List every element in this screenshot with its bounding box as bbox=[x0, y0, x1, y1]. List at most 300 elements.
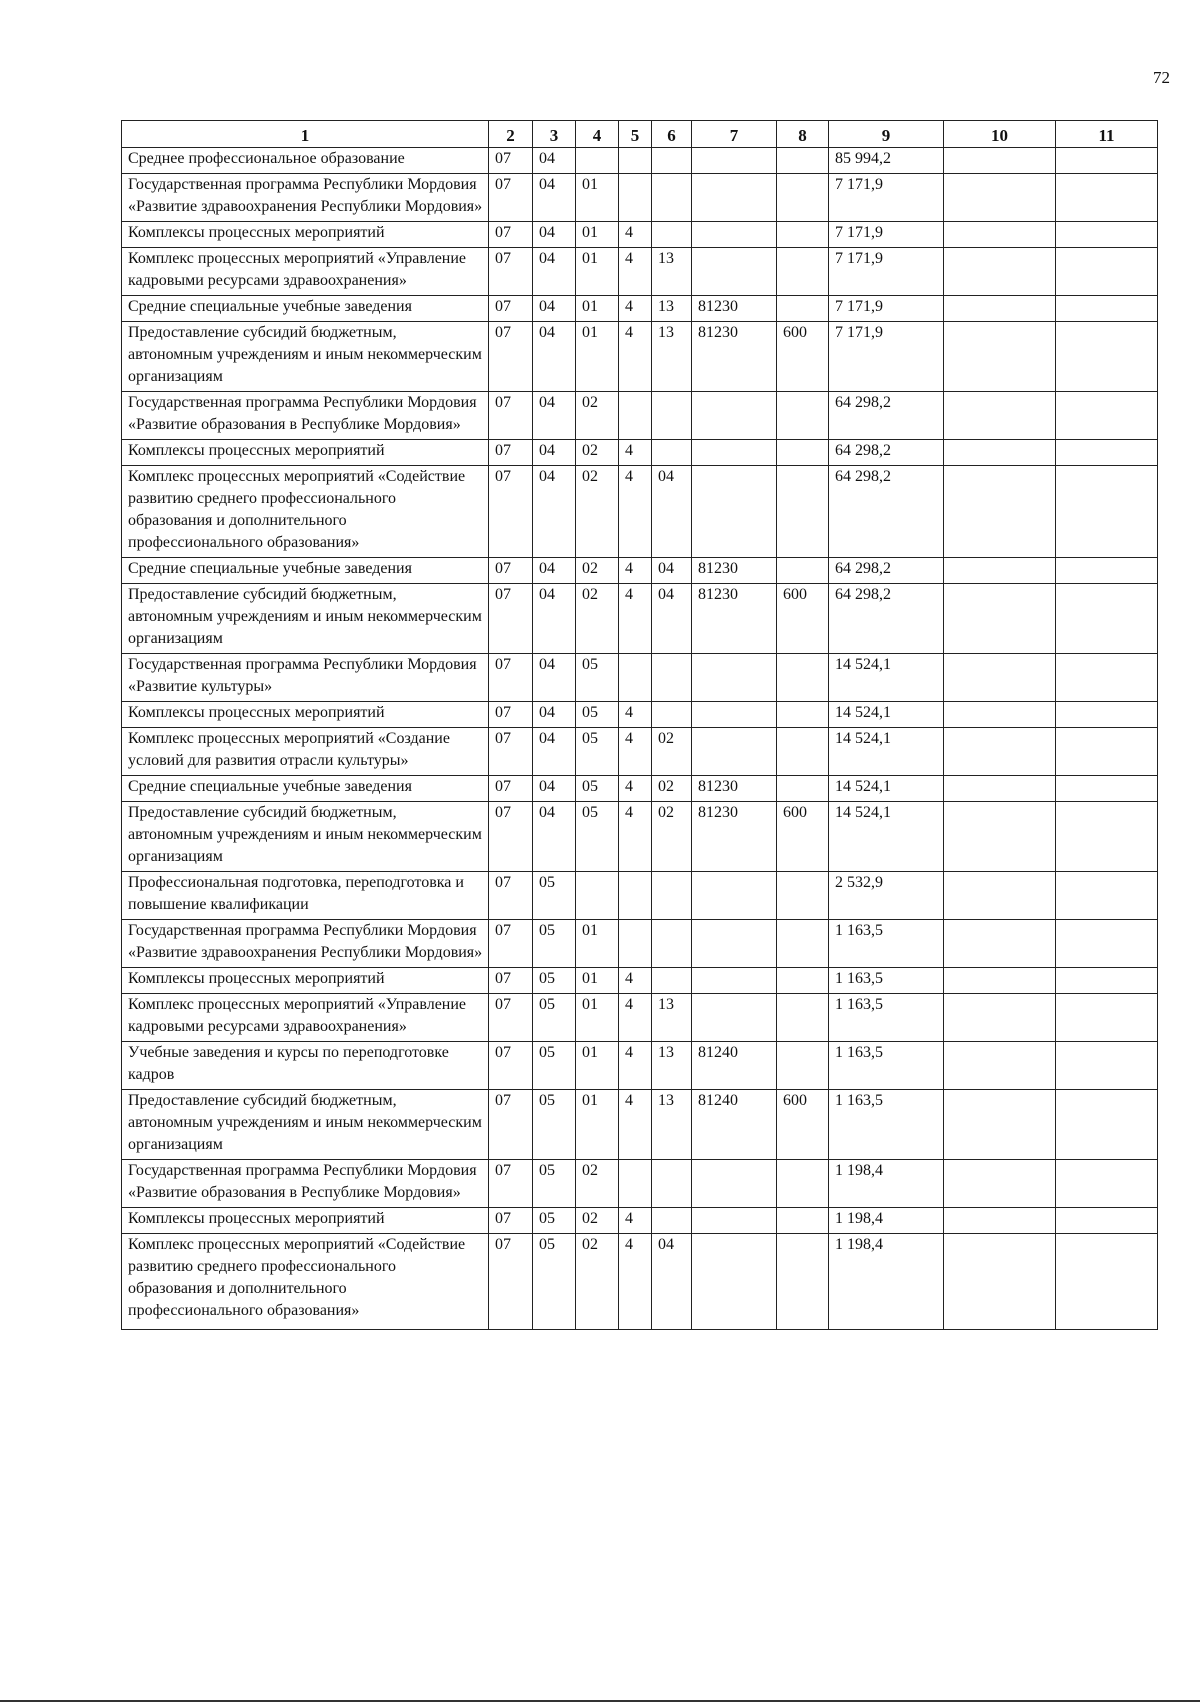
table-row bbox=[122, 1234, 1158, 1330]
column-header: 5 bbox=[619, 121, 652, 148]
table-row bbox=[122, 920, 1158, 968]
cell-col-4: 01 bbox=[576, 222, 619, 248]
cell-row-name: Предоставление субсидий бюджетным, автономным учреждениям и иным некоммерческим организациям bbox=[122, 584, 489, 654]
cell-col-8 bbox=[777, 1234, 829, 1330]
cell-col-3: 05 bbox=[533, 1160, 576, 1208]
cell-col-10 bbox=[944, 174, 1056, 222]
cell-row-name: Комплексы процессных мероприятий bbox=[122, 1208, 489, 1234]
cell-col-4: 02 bbox=[576, 392, 619, 440]
cell-col-7: 81230 bbox=[692, 322, 777, 392]
cell-col-9-amount: 7 171,9 bbox=[829, 174, 944, 222]
cell-col-7 bbox=[692, 148, 777, 174]
cell-col-11 bbox=[1056, 968, 1158, 994]
cell-col-5 bbox=[619, 920, 652, 968]
cell-row-name: Средние специальные учебные заведения bbox=[122, 296, 489, 322]
cell-col-8: 600 bbox=[777, 584, 829, 654]
cell-col-4: 02 bbox=[576, 558, 619, 584]
cell-col-9-amount: 1 198,4 bbox=[829, 1160, 944, 1208]
cell-col-7 bbox=[692, 702, 777, 728]
cell-col-4: 01 bbox=[576, 296, 619, 322]
cell-col-5: 4 bbox=[619, 558, 652, 584]
cell-col-7 bbox=[692, 994, 777, 1042]
table-row bbox=[122, 392, 1158, 440]
cell-row-name: Предоставление субсидий бюджетным, автономным учреждениям и иным некоммерческим организациям bbox=[122, 322, 489, 392]
cell-col-10 bbox=[944, 1090, 1056, 1160]
cell-col-3: 05 bbox=[533, 872, 576, 920]
cell-col-11 bbox=[1056, 802, 1158, 872]
cell-col-3: 04 bbox=[533, 558, 576, 584]
cell-row-name: Профессиональная подготовка, переподготовка и повышение квалификации bbox=[122, 872, 489, 920]
cell-col-3: 04 bbox=[533, 174, 576, 222]
table-row bbox=[122, 1090, 1158, 1160]
table-row bbox=[122, 174, 1158, 222]
cell-col-7: 81230 bbox=[692, 584, 777, 654]
column-header: 11 bbox=[1056, 121, 1158, 148]
cell-col-6 bbox=[652, 968, 692, 994]
cell-col-6 bbox=[652, 654, 692, 702]
cell-col-6 bbox=[652, 702, 692, 728]
cell-col-3: 05 bbox=[533, 994, 576, 1042]
cell-col-11 bbox=[1056, 248, 1158, 296]
table-row bbox=[122, 802, 1158, 872]
cell-col-5: 4 bbox=[619, 802, 652, 872]
cell-col-10 bbox=[944, 466, 1056, 558]
cell-col-11 bbox=[1056, 1234, 1158, 1330]
cell-col-9-amount: 14 524,1 bbox=[829, 728, 944, 776]
cell-col-9-amount: 64 298,2 bbox=[829, 440, 944, 466]
cell-row-name: Государственная программа Республики Мордовия «Развитие образования в Республике Мордовия» bbox=[122, 1160, 489, 1208]
cell-col-10 bbox=[944, 248, 1056, 296]
cell-col-2: 07 bbox=[489, 728, 533, 776]
column-header: 10 bbox=[944, 121, 1056, 148]
cell-col-10 bbox=[944, 1208, 1056, 1234]
cell-col-8 bbox=[777, 558, 829, 584]
cell-col-10 bbox=[944, 1234, 1056, 1330]
cell-col-7: 81230 bbox=[692, 776, 777, 802]
cell-col-6: 02 bbox=[652, 776, 692, 802]
cell-col-2: 07 bbox=[489, 802, 533, 872]
cell-col-11 bbox=[1056, 148, 1158, 174]
page-number: 72 bbox=[1153, 68, 1170, 87]
cell-col-8 bbox=[777, 222, 829, 248]
column-header: 9 bbox=[829, 121, 944, 148]
cell-col-2: 07 bbox=[489, 174, 533, 222]
cell-col-10 bbox=[944, 296, 1056, 322]
cell-col-4: 01 bbox=[576, 248, 619, 296]
cell-col-2: 07 bbox=[489, 148, 533, 174]
cell-col-6 bbox=[652, 174, 692, 222]
cell-col-4: 02 bbox=[576, 1160, 619, 1208]
cell-col-3: 05 bbox=[533, 968, 576, 994]
cell-col-5 bbox=[619, 392, 652, 440]
cell-col-4: 05 bbox=[576, 728, 619, 776]
cell-col-5: 4 bbox=[619, 1208, 652, 1234]
cell-col-8 bbox=[777, 920, 829, 968]
cell-col-9-amount: 14 524,1 bbox=[829, 702, 944, 728]
cell-col-5: 4 bbox=[619, 466, 652, 558]
table-row bbox=[122, 148, 1158, 174]
cell-col-10 bbox=[944, 322, 1056, 392]
cell-col-6: 13 bbox=[652, 994, 692, 1042]
cell-col-5: 4 bbox=[619, 222, 652, 248]
cell-col-6 bbox=[652, 1208, 692, 1234]
cell-col-11 bbox=[1056, 1042, 1158, 1090]
cell-col-8: 600 bbox=[777, 802, 829, 872]
table-row bbox=[122, 872, 1158, 920]
cell-col-3: 04 bbox=[533, 802, 576, 872]
cell-row-name: Средние специальные учебные заведения bbox=[122, 776, 489, 802]
cell-col-9-amount: 7 171,9 bbox=[829, 322, 944, 392]
cell-col-8 bbox=[777, 1208, 829, 1234]
cell-col-2: 07 bbox=[489, 440, 533, 466]
cell-col-2: 07 bbox=[489, 558, 533, 584]
cell-col-2: 07 bbox=[489, 296, 533, 322]
cell-col-4 bbox=[576, 872, 619, 920]
cell-row-name: Государственная программа Республики Мордовия «Развитие здравоохранения Республики Мордовия» bbox=[122, 174, 489, 222]
table-row bbox=[122, 466, 1158, 558]
cell-col-9-amount: 1 163,5 bbox=[829, 968, 944, 994]
cell-col-5 bbox=[619, 654, 652, 702]
table-row bbox=[122, 1208, 1158, 1234]
cell-col-10 bbox=[944, 1160, 1056, 1208]
cell-row-name: Комплексы процессных мероприятий bbox=[122, 702, 489, 728]
cell-col-4: 05 bbox=[576, 776, 619, 802]
cell-col-8 bbox=[777, 654, 829, 702]
cell-col-4: 02 bbox=[576, 584, 619, 654]
cell-col-8 bbox=[777, 296, 829, 322]
cell-col-3: 04 bbox=[533, 296, 576, 322]
cell-col-4: 01 bbox=[576, 1042, 619, 1090]
cell-col-7 bbox=[692, 392, 777, 440]
table-row bbox=[122, 584, 1158, 654]
cell-col-2: 07 bbox=[489, 994, 533, 1042]
cell-col-2: 07 bbox=[489, 1234, 533, 1330]
table-row bbox=[122, 558, 1158, 584]
cell-col-8 bbox=[777, 728, 829, 776]
column-header: 1 bbox=[122, 121, 489, 148]
cell-col-4: 05 bbox=[576, 802, 619, 872]
cell-col-7 bbox=[692, 968, 777, 994]
cell-col-9-amount: 14 524,1 bbox=[829, 776, 944, 802]
cell-col-3: 04 bbox=[533, 584, 576, 654]
cell-col-6 bbox=[652, 872, 692, 920]
table-row bbox=[122, 994, 1158, 1042]
cell-col-3: 05 bbox=[533, 920, 576, 968]
cell-col-2: 07 bbox=[489, 654, 533, 702]
cell-col-8 bbox=[777, 174, 829, 222]
cell-col-10 bbox=[944, 1042, 1056, 1090]
cell-col-2: 07 bbox=[489, 466, 533, 558]
cell-col-5: 4 bbox=[619, 1042, 652, 1090]
cell-col-9-amount: 1 163,5 bbox=[829, 1090, 944, 1160]
budget-table bbox=[121, 120, 1158, 1330]
cell-col-3: 04 bbox=[533, 222, 576, 248]
cell-col-9-amount: 7 171,9 bbox=[829, 222, 944, 248]
cell-row-name: Государственная программа Республики Мордовия «Развитие культуры» bbox=[122, 654, 489, 702]
cell-col-10 bbox=[944, 148, 1056, 174]
cell-col-7: 81230 bbox=[692, 558, 777, 584]
cell-col-5 bbox=[619, 174, 652, 222]
cell-row-name: Комплексы процессных мероприятий bbox=[122, 222, 489, 248]
cell-col-9-amount: 7 171,9 bbox=[829, 296, 944, 322]
cell-col-6: 13 bbox=[652, 248, 692, 296]
column-header: 6 bbox=[652, 121, 692, 148]
cell-col-6 bbox=[652, 392, 692, 440]
cell-col-8 bbox=[777, 392, 829, 440]
cell-col-11 bbox=[1056, 728, 1158, 776]
cell-col-4 bbox=[576, 148, 619, 174]
table-row bbox=[122, 728, 1158, 776]
cell-col-5: 4 bbox=[619, 440, 652, 466]
cell-col-10 bbox=[944, 440, 1056, 466]
cell-row-name: Государственная программа Республики Мордовия «Развитие здравоохранения Республики Мордовия» bbox=[122, 920, 489, 968]
cell-col-3: 04 bbox=[533, 248, 576, 296]
cell-col-2: 07 bbox=[489, 1042, 533, 1090]
cell-col-8: 600 bbox=[777, 322, 829, 392]
cell-col-7 bbox=[692, 248, 777, 296]
cell-col-11 bbox=[1056, 222, 1158, 248]
cell-row-name: Комплекс процессных мероприятий «Содействие развитию среднего профессионального образования и дополнительного профессионального образования» bbox=[122, 466, 489, 558]
cell-col-4: 01 bbox=[576, 994, 619, 1042]
table-row bbox=[122, 322, 1158, 392]
cell-col-5: 4 bbox=[619, 776, 652, 802]
cell-row-name: Комплекс процессных мероприятий «Управление кадровыми ресурсами здравоохранения» bbox=[122, 248, 489, 296]
cell-col-11 bbox=[1056, 322, 1158, 392]
cell-col-8: 600 bbox=[777, 1090, 829, 1160]
cell-col-6 bbox=[652, 1160, 692, 1208]
cell-col-8 bbox=[777, 968, 829, 994]
cell-col-7 bbox=[692, 466, 777, 558]
cell-col-7 bbox=[692, 1208, 777, 1234]
cell-col-3: 04 bbox=[533, 466, 576, 558]
cell-col-4: 02 bbox=[576, 440, 619, 466]
cell-col-6: 13 bbox=[652, 1042, 692, 1090]
cell-col-5: 4 bbox=[619, 702, 652, 728]
cell-row-name: Предоставление субсидий бюджетным, автономным учреждениям и иным некоммерческим организациям bbox=[122, 802, 489, 872]
cell-col-5: 4 bbox=[619, 584, 652, 654]
cell-col-10 bbox=[944, 558, 1056, 584]
cell-col-11 bbox=[1056, 440, 1158, 466]
cell-col-9-amount: 1 198,4 bbox=[829, 1234, 944, 1330]
cell-col-3: 05 bbox=[533, 1234, 576, 1330]
cell-col-9-amount: 1 163,5 bbox=[829, 920, 944, 968]
cell-col-2: 07 bbox=[489, 968, 533, 994]
cell-col-9-amount: 64 298,2 bbox=[829, 558, 944, 584]
cell-col-11 bbox=[1056, 776, 1158, 802]
cell-col-2: 07 bbox=[489, 1160, 533, 1208]
cell-col-10 bbox=[944, 222, 1056, 248]
cell-col-5: 4 bbox=[619, 1090, 652, 1160]
cell-col-6: 02 bbox=[652, 728, 692, 776]
cell-col-11 bbox=[1056, 466, 1158, 558]
cell-row-name: Комплекс процессных мероприятий «Содействие развитию среднего профессионального образования и дополнительного профессионального образования» bbox=[122, 1234, 489, 1330]
cell-col-10 bbox=[944, 654, 1056, 702]
cell-col-8 bbox=[777, 1042, 829, 1090]
table-body bbox=[122, 148, 1158, 1330]
cell-col-8 bbox=[777, 1160, 829, 1208]
cell-col-3: 04 bbox=[533, 728, 576, 776]
cell-col-6: 04 bbox=[652, 466, 692, 558]
column-header: 2 bbox=[489, 121, 533, 148]
cell-col-2: 07 bbox=[489, 1208, 533, 1234]
cell-col-2: 07 bbox=[489, 872, 533, 920]
cell-col-9-amount: 1 163,5 bbox=[829, 994, 944, 1042]
table-row bbox=[122, 1042, 1158, 1090]
cell-col-7 bbox=[692, 1234, 777, 1330]
cell-col-6: 13 bbox=[652, 296, 692, 322]
cell-col-3: 04 bbox=[533, 440, 576, 466]
cell-col-7 bbox=[692, 222, 777, 248]
cell-col-9-amount: 1 163,5 bbox=[829, 1042, 944, 1090]
cell-col-10 bbox=[944, 872, 1056, 920]
cell-row-name: Комплексы процессных мероприятий bbox=[122, 440, 489, 466]
table-row bbox=[122, 222, 1158, 248]
cell-row-name: Средние специальные учебные заведения bbox=[122, 558, 489, 584]
cell-col-9-amount: 64 298,2 bbox=[829, 584, 944, 654]
cell-row-name: Комплексы процессных мероприятий bbox=[122, 968, 489, 994]
cell-col-8 bbox=[777, 994, 829, 1042]
table-header-row bbox=[122, 121, 1158, 148]
cell-col-5 bbox=[619, 1160, 652, 1208]
cell-col-9-amount: 14 524,1 bbox=[829, 654, 944, 702]
cell-col-8 bbox=[777, 440, 829, 466]
table-row bbox=[122, 654, 1158, 702]
scan-edge-line bbox=[0, 1700, 1200, 1702]
cell-col-7: 81240 bbox=[692, 1042, 777, 1090]
table-row bbox=[122, 440, 1158, 466]
cell-row-name: Государственная программа Республики Мордовия «Развитие образования в Республике Мордовия» bbox=[122, 392, 489, 440]
cell-col-10 bbox=[944, 728, 1056, 776]
cell-col-2: 07 bbox=[489, 322, 533, 392]
cell-col-10 bbox=[944, 802, 1056, 872]
cell-col-11 bbox=[1056, 1208, 1158, 1234]
cell-col-5 bbox=[619, 148, 652, 174]
column-header: 3 bbox=[533, 121, 576, 148]
cell-col-10 bbox=[944, 584, 1056, 654]
cell-col-3: 05 bbox=[533, 1042, 576, 1090]
cell-col-6 bbox=[652, 148, 692, 174]
cell-col-5: 4 bbox=[619, 296, 652, 322]
cell-col-2: 07 bbox=[489, 222, 533, 248]
cell-col-2: 07 bbox=[489, 920, 533, 968]
cell-col-10 bbox=[944, 968, 1056, 994]
cell-col-10 bbox=[944, 392, 1056, 440]
cell-col-7 bbox=[692, 872, 777, 920]
cell-col-11 bbox=[1056, 558, 1158, 584]
cell-col-11 bbox=[1056, 994, 1158, 1042]
column-header: 7 bbox=[692, 121, 777, 148]
cell-col-11 bbox=[1056, 872, 1158, 920]
cell-col-3: 04 bbox=[533, 702, 576, 728]
cell-col-8 bbox=[777, 248, 829, 296]
cell-col-4: 01 bbox=[576, 174, 619, 222]
cell-col-11 bbox=[1056, 296, 1158, 322]
cell-col-2: 07 bbox=[489, 1090, 533, 1160]
cell-col-5: 4 bbox=[619, 968, 652, 994]
cell-col-7: 81240 bbox=[692, 1090, 777, 1160]
column-header: 4 bbox=[576, 121, 619, 148]
cell-col-7 bbox=[692, 654, 777, 702]
cell-col-11 bbox=[1056, 920, 1158, 968]
cell-col-5: 4 bbox=[619, 322, 652, 392]
cell-col-10 bbox=[944, 994, 1056, 1042]
cell-col-6: 13 bbox=[652, 1090, 692, 1160]
cell-col-6: 04 bbox=[652, 1234, 692, 1330]
cell-col-2: 07 bbox=[489, 776, 533, 802]
cell-col-5: 4 bbox=[619, 1234, 652, 1330]
cell-col-4: 01 bbox=[576, 1090, 619, 1160]
cell-col-2: 07 bbox=[489, 248, 533, 296]
cell-col-5 bbox=[619, 872, 652, 920]
cell-col-2: 07 bbox=[489, 702, 533, 728]
cell-col-11 bbox=[1056, 392, 1158, 440]
cell-col-7 bbox=[692, 728, 777, 776]
cell-col-4: 02 bbox=[576, 1208, 619, 1234]
cell-col-9-amount: 7 171,9 bbox=[829, 248, 944, 296]
cell-col-9-amount: 85 994,2 bbox=[829, 148, 944, 174]
cell-col-3: 04 bbox=[533, 776, 576, 802]
cell-col-6: 04 bbox=[652, 584, 692, 654]
cell-row-name: Учебные заведения и курсы по переподготовке кадров bbox=[122, 1042, 489, 1090]
cell-col-2: 07 bbox=[489, 392, 533, 440]
cell-col-4: 01 bbox=[576, 920, 619, 968]
cell-col-4: 05 bbox=[576, 702, 619, 728]
cell-col-3: 05 bbox=[533, 1208, 576, 1234]
table-row bbox=[122, 776, 1158, 802]
cell-col-4: 05 bbox=[576, 654, 619, 702]
cell-col-4: 01 bbox=[576, 968, 619, 994]
table-row bbox=[122, 248, 1158, 296]
cell-col-6 bbox=[652, 920, 692, 968]
cell-col-9-amount: 2 532,9 bbox=[829, 872, 944, 920]
cell-col-8 bbox=[777, 466, 829, 558]
cell-col-11 bbox=[1056, 702, 1158, 728]
cell-col-6: 13 bbox=[652, 322, 692, 392]
cell-col-10 bbox=[944, 920, 1056, 968]
cell-col-3: 04 bbox=[533, 654, 576, 702]
cell-col-2: 07 bbox=[489, 584, 533, 654]
cell-col-8 bbox=[777, 148, 829, 174]
cell-col-10 bbox=[944, 776, 1056, 802]
cell-col-11 bbox=[1056, 1160, 1158, 1208]
column-header: 8 bbox=[777, 121, 829, 148]
cell-col-3: 04 bbox=[533, 392, 576, 440]
cell-col-8 bbox=[777, 702, 829, 728]
cell-col-4: 02 bbox=[576, 1234, 619, 1330]
cell-row-name: Среднее профессиональное образование bbox=[122, 148, 489, 174]
cell-col-4: 02 bbox=[576, 466, 619, 558]
cell-col-10 bbox=[944, 702, 1056, 728]
cell-row-name: Предоставление субсидий бюджетным, автономным учреждениям и иным некоммерческим организациям bbox=[122, 1090, 489, 1160]
table-row bbox=[122, 968, 1158, 994]
cell-col-7 bbox=[692, 440, 777, 466]
cell-col-7 bbox=[692, 174, 777, 222]
table-row bbox=[122, 1160, 1158, 1208]
cell-row-name: Комплекс процессных мероприятий «Создание условий для развития отрасли культуры» bbox=[122, 728, 489, 776]
cell-col-11 bbox=[1056, 654, 1158, 702]
cell-col-8 bbox=[777, 776, 829, 802]
cell-col-5: 4 bbox=[619, 994, 652, 1042]
cell-col-6 bbox=[652, 222, 692, 248]
cell-col-3: 05 bbox=[533, 1090, 576, 1160]
cell-col-7 bbox=[692, 1160, 777, 1208]
cell-col-9-amount: 1 198,4 bbox=[829, 1208, 944, 1234]
cell-col-9-amount: 14 524,1 bbox=[829, 802, 944, 872]
cell-col-6: 04 bbox=[652, 558, 692, 584]
cell-col-5: 4 bbox=[619, 728, 652, 776]
cell-col-7 bbox=[692, 920, 777, 968]
cell-col-11 bbox=[1056, 1090, 1158, 1160]
